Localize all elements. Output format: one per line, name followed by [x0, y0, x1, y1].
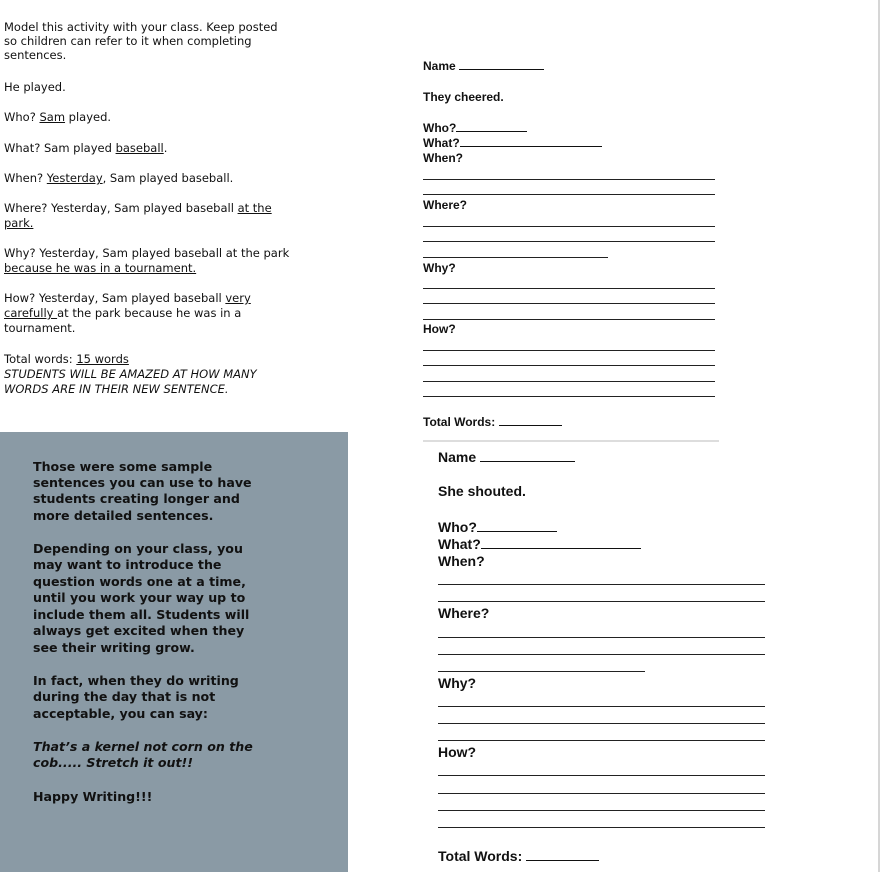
answer-line[interactable]: [423, 257, 608, 258]
why-label: Why?: [423, 261, 456, 275]
answer-line[interactable]: [438, 775, 765, 776]
total-words-field[interactable]: Total Words:: [423, 415, 562, 429]
divider: [423, 440, 719, 442]
answer-line[interactable]: [438, 671, 645, 672]
where-example-cont: park.: [4, 216, 34, 230]
teacher-note-box: [0, 432, 348, 872]
note-line: include them all. Students will: [33, 607, 250, 622]
note-line: students creating longer and: [33, 491, 240, 506]
note-line: acceptable, you can say:: [33, 706, 208, 721]
note-line: question words one at a time,: [33, 574, 246, 589]
answer-line[interactable]: [438, 584, 765, 585]
amazed-note: WORDS ARE IN THEIR NEW SENTENCE.: [4, 382, 229, 396]
how-example-cont: carefully at the park because he was in a: [4, 306, 242, 320]
where-label: Where?: [423, 198, 468, 212]
intro-line: sentences.: [4, 48, 67, 62]
note-quote: cob..... Stretch it out!!: [33, 755, 193, 770]
answer-line[interactable]: [423, 226, 715, 227]
answer-line[interactable]: [423, 303, 715, 304]
answer-line[interactable]: [438, 827, 765, 828]
answer-line[interactable]: [438, 654, 765, 655]
answer-line[interactable]: [438, 706, 765, 707]
when-label: When?: [423, 151, 463, 165]
answer-line[interactable]: [423, 288, 715, 289]
when-label: When?: [438, 553, 485, 569]
note-line: may want to introduce the: [33, 557, 222, 572]
what-field[interactable]: What?: [438, 536, 641, 552]
answer-line[interactable]: [423, 350, 715, 351]
what-example: What? Sam played baseball.: [4, 141, 168, 155]
base-sentence: She shouted.: [438, 483, 526, 499]
answer-line[interactable]: [438, 810, 765, 811]
answer-line[interactable]: [423, 319, 715, 320]
answer-line[interactable]: [423, 365, 715, 366]
where-example: Where? Yesterday, Sam played baseball at the: [4, 201, 272, 215]
answer-line[interactable]: [423, 194, 715, 195]
why-label: Why?: [438, 675, 477, 691]
note-signoff: Happy Writing!!!: [33, 789, 153, 804]
answer-line[interactable]: [438, 740, 765, 741]
intro-line: Model this activity with your class. Keep posted: [4, 20, 278, 34]
answer-line[interactable]: [438, 637, 765, 638]
how-label: How?: [423, 322, 456, 336]
who-field[interactable]: Who?: [423, 121, 527, 135]
note-line: until you work your way up to: [33, 590, 246, 605]
note-line: more detailed sentences.: [33, 508, 214, 523]
note-line: during the day that is not: [33, 689, 216, 704]
answer-line[interactable]: [423, 381, 715, 382]
how-example-cont: tournament.: [4, 321, 76, 335]
answer-line[interactable]: [423, 241, 715, 242]
answer-line[interactable]: [438, 601, 765, 602]
note-line: In fact, when they do writing: [33, 673, 239, 688]
who-example: Who? Sam played.: [4, 110, 112, 124]
note-line: always get excited when they: [33, 623, 245, 638]
name-field[interactable]: Name: [438, 449, 575, 465]
where-label: Where?: [438, 605, 490, 621]
note-line: see their writing grow.: [33, 640, 195, 655]
why-example-cont: because he was in a tournament.: [4, 261, 197, 275]
note-line: Depending on your class, you: [33, 541, 243, 556]
who-field[interactable]: Who?: [438, 519, 557, 535]
amazed-note: STUDENTS WILL BE AMAZED AT HOW MANY: [4, 367, 257, 381]
answer-line[interactable]: [438, 723, 765, 724]
base-sentence: He played.: [4, 80, 66, 94]
when-example: When? Yesterday, Sam played baseball.: [4, 171, 234, 185]
note-quote: That’s a kernel not corn on the: [33, 739, 253, 754]
base-sentence: They cheered.: [423, 90, 504, 104]
note-line: sentences you can use to have: [33, 475, 252, 490]
total-words-example: Total words: 15 words: [4, 352, 129, 366]
why-example: Why? Yesterday, Sam played baseball at the park: [4, 246, 290, 260]
page-edge: [878, 0, 880, 872]
how-example: How? Yesterday, Sam played baseball very: [4, 291, 251, 305]
what-field[interactable]: What?: [423, 136, 602, 150]
intro-line: so children can refer to it when completing: [4, 34, 252, 48]
answer-line[interactable]: [423, 396, 715, 397]
answer-line[interactable]: [423, 179, 715, 180]
note-line: Those were some sample: [33, 459, 213, 474]
answer-line[interactable]: [438, 793, 765, 794]
how-label: How?: [438, 744, 477, 760]
total-words-field[interactable]: Total Words:: [438, 848, 599, 864]
name-field[interactable]: Name: [423, 59, 544, 73]
